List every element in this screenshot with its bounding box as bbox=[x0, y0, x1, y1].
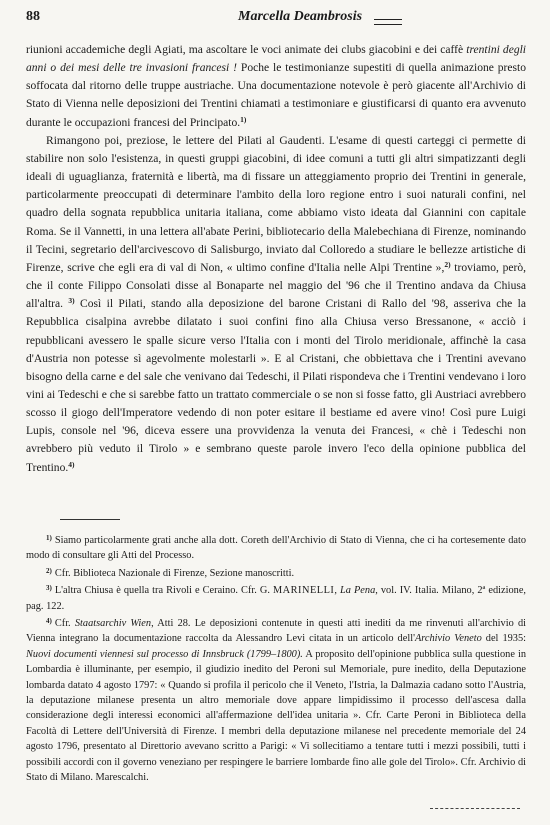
footnote-ref-2[interactable]: 2) bbox=[444, 259, 451, 269]
footnote-1: $^{1)}$ Siamo particolarmente grati anche alla dott. Coreth dell'Archivio di Stato di Vienna, che ci ha cortesemente dato modo di consultare gli Atti del Processo. bbox=[26, 534, 526, 562]
header-ornament bbox=[374, 19, 402, 25]
page-header bbox=[26, 8, 526, 30]
footnote-2: $^{2)}$ Cfr. Biblioteca Nazionale di Firenze, Sezione manoscritti. bbox=[46, 566, 295, 579]
page-number: 88 bbox=[26, 9, 40, 24]
footnote-ref-3[interactable]: 3) bbox=[68, 296, 75, 306]
footnote-rule bbox=[60, 519, 120, 520]
paragraph-1: riunioni accademiche degli Agiati, ma ascoltare le voci animate dei clubs giacobini e dei caffè trentini degli anni o dei mesi delle tre invasioni francesi ! Poche le testimonianze supestiti di quella animazione presto soffocata dal ritorno delle truppe austriache. Una documentazione notevole è però giacente all'Archivio di Stato di Vienna nelle deposizioni dei Trentini chiamati a testimoniare e giustificarsi di quanto era avvenuto durante le occupazioni francesi del Principato.$^{1)}$ bbox=[26, 44, 527, 129]
running-title: Marcella Deambrosis bbox=[238, 9, 363, 24]
footnotes bbox=[26, 531, 526, 786]
footnote-ref-4[interactable]: 4) bbox=[68, 459, 75, 469]
footnote-3: $^{3)}$ L'altra Chiusa è quella tra Rivoli e Ceraino. Cfr. G. MARINELLI, La Pena, vol. IV. Italia. Milano, 2ª edizione, pag. 122. bbox=[26, 584, 527, 612]
print-smudge bbox=[430, 808, 520, 811]
footnote-4: $^{4)}$ Cfr. Staatsarchiv Wien, Atti 28. Le deposizioni contenute in questi atti inediti da me rinvenuti all'archivio di Vienna integrano la documentazione raccolta da Alessandro Levi citata in un articolo dell'Archivio Veneto del 1935: Nuovi documenti viennesi sul processo di Innsbruck (1799–1800). A proposito dell'opinione pubblica sulla questione in Lombardia è illuminante, per esempio, il giudizio inedito del Peroni sul Memoriale, pure inedito, della Deputazione lombarda datato 4 agosto 1797: « Quando si profila il pericolo che il Veneto, l'Istria, la Dalmazia cadano sotto l'Austria, la deputazione milanese presenta un altro memoriale dove appare limpidissimo il processo dell'ascesa dalla considerazione degli interessi economici all'affermazione dell'idea unitaria ». Cfr. Carte Peroni in Biblioteca della Facoltà di Lettere dell'Università di Firenze. I membri della deputazione milanese nel precedente memoriale del 24 agosto 1796, presentato al Direttorio avevano scritto a Parigi: « Vi sollecitiamo a tentare tutti i mezzi possibili, tutti i possibili accordi con il governo veneziano per respingere le barriere lombarde fino alle gole del Tirolo». Cfr. Archivio di Stato di Milano. Marescalchi. bbox=[26, 617, 527, 784]
main-text bbox=[26, 41, 526, 477]
footnote-ref-1[interactable]: 1) bbox=[240, 114, 247, 124]
paragraph-2: Rimangono poi, preziose, le lettere del Pilati al Gaudenti. L'esame di questi carteggi ci permette di stabilire non solo l'esistenza, in questi gruppi giacobini, di idee comuni a tutti gli altri simpatizzanti degli ideali di uguaglianza, fraternità e libertà, ma di fissare un atteggiamento proprio dei Trentini in generale, particolarmente preoccupati di determinare l'ambito della loro regione entro i suoi naturali confini, nel quadro della sognata repubblica unitaria italiana, come abbiamo visto ideata dal Giannini con capitale Roma. Se il Vannetti, in una lettera all'abate Perini, bibliotecario della Malebechiana di Firenze, nominando il Tecini, segretario dell'arcivescovo di Salisburgo, inviato dal Colloredo a studiare le bellezze artistiche di Firenze, scrive che egli era di val di Non, « ultimo confine d'Italia nelle Alpi Trentine »,$^{2)}$ troviamo, però, che il conte Filippo Consolati disse al Bonaparte nel maggio del '96 che il Trentino andava da Chiusa all'altra. $^{3)}$ Così il Pilati, stando alla deposizione del barone Cristani di Rallo del '98, asseriva che la Repubblica cisalpina avrebbe dilatato i suoi confini fino alla Chiusa verso Bressanone, « acciò i repubblicani avessero le spalle sicure verso l'Italia con i monti del Tirolo meridionale, affinchè la casa d'Austria non potesse sì agevolmente molestarli ». E al Cristani, che obbiettava che i Trentini avevano bisogno della carne e del sale che venivano dai Tedeschi, il Pilati rispondeva che i Trentini vendevano i loro vini ai Tedeschi e che si sarebbe fatto un trattato commerciale o se non si fosse fatto, gli Austriaci avrebbero scosso il giogo dell'Imperatore vedendo di non poter esitare il bestiame ed avere vino! Così pure Luigi Lupis, console nel '96, diceva essere una provvidenza la venuta dei Francesi, « chè i Tedeschi non avrebbero più veduto il Tirolo » e sembrano queste parole invero l'eco della opinione pubblica del Trentino.$^{4)}$ bbox=[26, 134, 526, 474]
